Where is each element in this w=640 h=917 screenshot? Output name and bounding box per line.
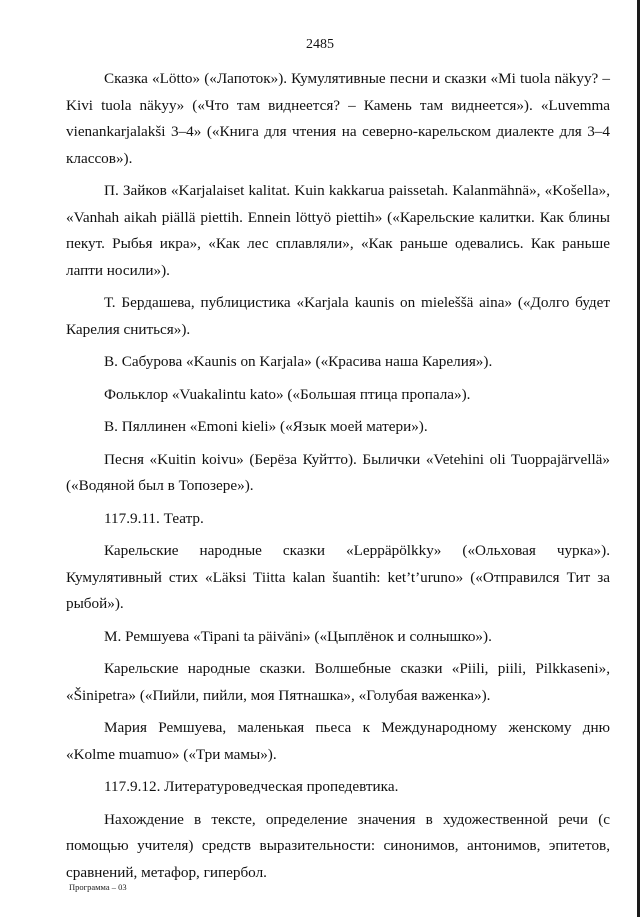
- paragraph: П. Зайков «Karjalaiset kalitat. Kuin kakkarua paissetah. Kalanmähnä», «Košella», «Vanhah aikah piällä piettih. Ennein löttyö piettih» («Карельские калитки. Как блины пекут. Рыбья икра», «Как лес сплавляли», «Как раньше одевались. Как раньше лапти носили»).: [66, 182, 610, 279]
- paragraph: Карельские народные сказки. Волшебные сказки «Piili, piili, Pilkkaseni», «Šinipetra» («Пийли, пийли, моя Пятнашка», «Голубая важенка»).: [66, 660, 610, 704]
- section-heading: 117.9.11. Театр.: [104, 509, 204, 527]
- paragraph: Т. Бердашева, публицистика «Karjala kaunis on mielеššä aina» («Долго будет Карелия сниться»).: [66, 294, 610, 338]
- paragraph: Карельские народные сказки «Leppäpölkky» («Ольховая чурка»). Кумулятивный стих «Läksi Tiitta kalan šuantih: ket’t’uruno» («Отправился Тит за рыбой»).: [66, 542, 610, 612]
- paragraph: Фольклор «Vuakalintu kato» («Большая птица пропала»).: [104, 385, 471, 403]
- paragraph: Песня «Kuitin koivu» (Берёза Куйтто). Былички «Vetehini oli Tuoppajärvellä» («Водяной был в Топозере»).: [66, 450, 610, 494]
- body-text: [66, 66, 610, 892]
- paragraph: Нахождение в тексте, определение значения в художественной речи (с помощью учителя) средств выразительности: синонимов, антонимов, эпитетов, сравнений, метафор, гипербол.: [66, 810, 610, 881]
- page-footer: Программа – 03: [69, 882, 127, 892]
- section-heading: 117.9.12. Литературоведческая пропедевтика.: [104, 778, 399, 795]
- paragraph: Мария Ремшуева, маленькая пьеса к Международному женскому дню «Kolme muamuo» («Три мамы»).: [66, 719, 610, 763]
- page-number: 2485: [306, 37, 334, 52]
- paragraph: М. Ремшуева «Tipani ta päiväni» («Цыплёнок и солнышко»).: [104, 627, 492, 645]
- paragraph: В. Сабурова «Kaunis on Karjala» («Красива наша Карелия»).: [104, 353, 493, 370]
- paragraph: В. Пяллинен «Emoni kieli» («Язык моей матери»).: [104, 418, 428, 435]
- paragraph: Сказка «Lötto» («Лапоток»). Кумулятивные песни и сказки «Mi tuola näkyy? – Kivi tuola näkyy» («Что там виднеется? – Камень там виднеется»). «Luvemma vienankarjalakši 3–4» («Книга для чтения на северно-карельском диалекте для 3–4 классов»).: [66, 70, 610, 167]
